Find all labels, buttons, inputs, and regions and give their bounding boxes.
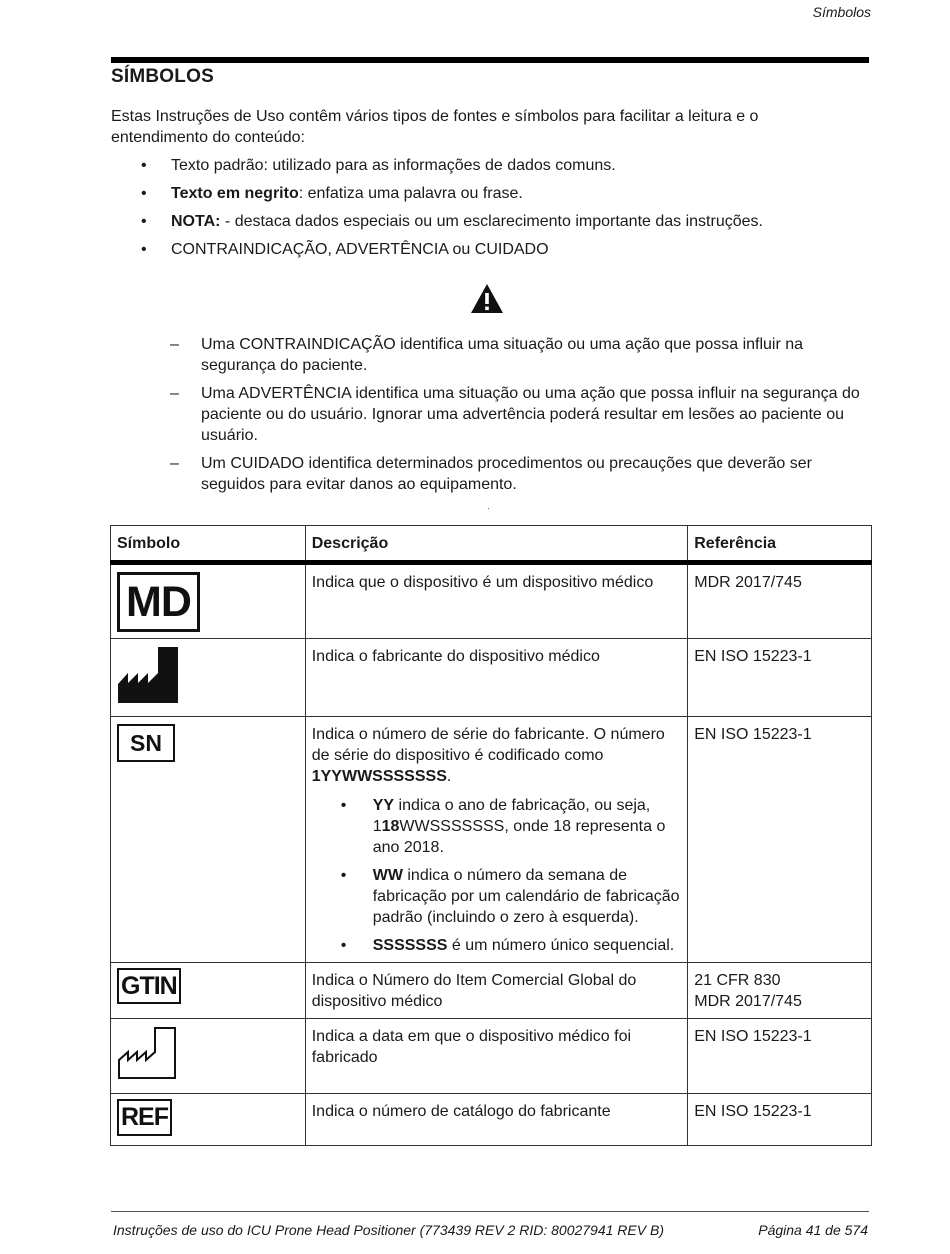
symbols-table [110,525,872,1146]
footer-document-title: Instruções de uso do ICU Prone Head Positioner (773439 REV 2 RID: 80027941 REV B) [113,1222,664,1238]
table-header-row [111,526,872,563]
symbol-cell [111,963,306,1019]
list-item: – Uma ADVERTÊNCIA identifica uma situação ou uma ação que possa influir na segurança do paciente ou do usuário. Ignorar uma advertência poderá resultar em lesões ao paciente ou usuário. [170,385,860,444]
table-row [111,1019,872,1094]
list-item: • WW indica o número da semana de fabricação por um calendário de fabricação padrão (incluindo o zero à esquerda). [340,867,680,926]
list-item: • SSSSSSS é um número único sequencial. [340,937,675,954]
reference-cell: EN ISO 15223-1 [688,1019,872,1094]
description-cell: Indica que o dispositivo é um dispositivo médico [305,563,688,639]
serial-description: Indica o número de série do fabricante. O número de série do dispositivo é codificado como 1YYWWSSSSSSS. [311,726,665,785]
list-item: • CONTRAINDICAÇÃO, ADVERTÊNCIA ou CUIDADO [141,241,549,258]
description-cell: Indica o fabricante do dispositivo médico [305,639,688,717]
header-symbol: Símbolo [111,526,306,563]
list-item: • Texto em negrito: enfatiza uma palavra ou frase. [141,185,523,202]
top-rule [111,57,869,63]
table-row [111,717,872,963]
list-item: – Um CUIDADO identifica determinados procedimentos ou precauções que deverão ser seguidos para evitar danos ao equipamento. [170,455,812,493]
reference-cell: EN ISO 15223-1 [688,1094,872,1146]
table-row [111,963,872,1019]
stray-mark: · [487,504,490,513]
intro-paragraph: Estas Instruções de Uso contêm vários tipos de fontes e símbolos para facilitar a leitura e o entendimento do conteúdo: [111,108,759,146]
symbol-cell [111,639,306,717]
description-cell: Indica o número de catálogo do fabricante [305,1094,688,1146]
footer-rule [111,1211,869,1212]
manufacturer-icon [117,646,179,704]
running-head: Símbolos [812,4,871,20]
reference-cell: EN ISO 15223-1 [688,717,872,963]
serial-number-icon: SN [117,724,175,762]
alert-types-list [170,334,870,502]
reference-cell: 21 CFR 830 MDR 2017/745 [688,963,872,1019]
catalog-number-icon: REF [117,1099,172,1136]
section-title: SÍMBOLOS [111,66,214,87]
list-item: – Uma CONTRAINDICAÇÃO identifica uma situação ou uma ação que possa influir na segurança do paciente. [170,336,804,374]
description-cell: Indica o Número do Item Comercial Global do dispositivo médico [305,963,688,1019]
medical-device-icon: MD [117,572,200,632]
list-item: • Texto padrão: utilizado para as informações de dados comuns. [141,157,616,174]
symbol-cell [111,563,306,639]
header-reference: Referência [688,526,872,563]
description-cell [305,717,688,963]
warning-triangle-icon [470,283,504,314]
symbol-cell [111,1094,306,1146]
symbol-cell [111,1019,306,1094]
reference-cell: EN ISO 15223-1 [688,639,872,717]
list-item: • NOTA: - destaca dados especiais ou um esclarecimento importante das instruções. [141,213,763,230]
page-number: Página 41 de 574 [758,1222,868,1238]
manufacture-date-icon [117,1026,177,1080]
table-row [111,1094,872,1146]
table-row [111,563,872,639]
description-cell: Indica a data em que o dispositivo médico foi fabricado [305,1019,688,1094]
list-item: • YY indica o ano de fabricação, ou seja, 118WWSSSSSSS, onde 18 representa o ano 2018. [340,797,666,856]
gtin-icon: GTIN [117,968,181,1004]
reference-cell: MDR 2017/745 [688,563,872,639]
header-description: Descrição [305,526,688,563]
symbol-cell [111,717,306,963]
serial-format-list [312,795,682,956]
font-types-list [111,155,861,267]
table-row [111,639,872,717]
